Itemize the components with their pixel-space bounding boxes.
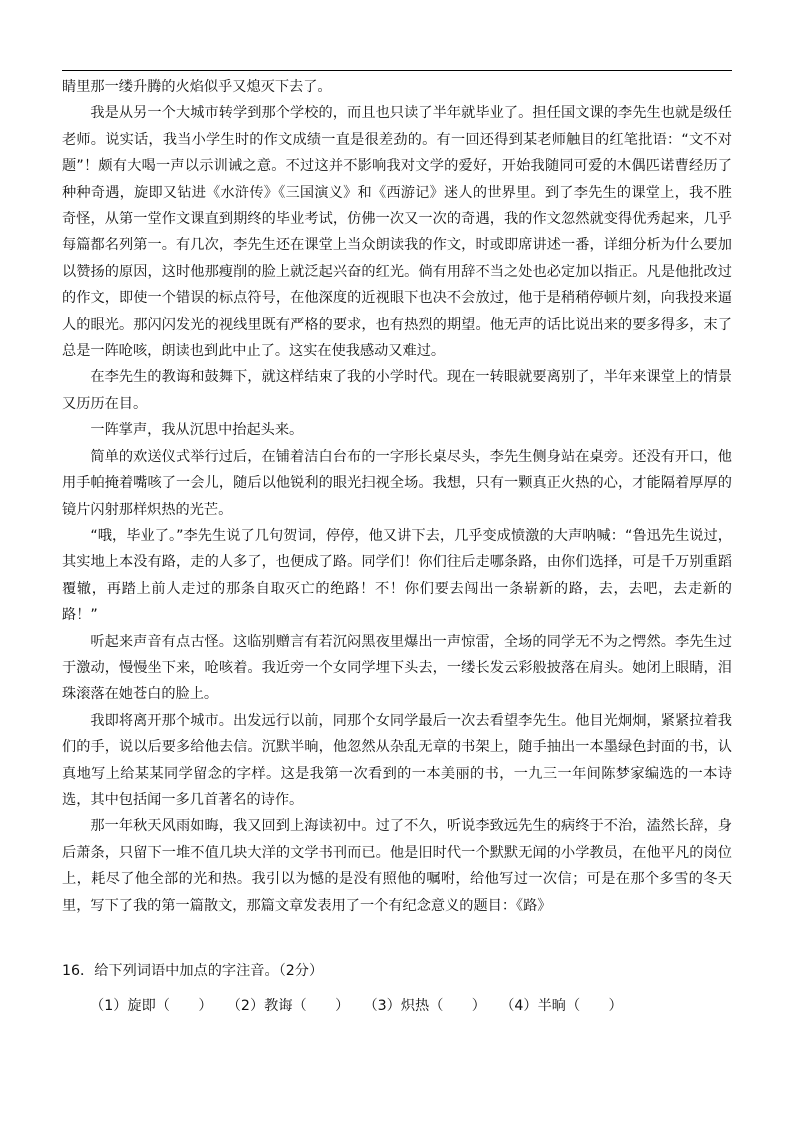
question-item-4: （4）半晌（ ） xyxy=(500,998,623,1015)
paragraph-6: “哦，毕业了。”李先生说了几句贺词，停停，他又讲下去，几乎变成愤激的大声呐喊：“鲁迅先生说过，其实地上本没有路，走的人多了，也便成了路。同学们！你们往后走哪条路，由你们选择，可是千万别重蹈覆辙，再踏上前人走过的那条自取灭亡的绝路！不！你们要去闯出一条崭新的路，去，去吧，去走新的路！” xyxy=(62,527,732,624)
paragraph-4: 一阵掌声，我从沉思中抬起头来。 xyxy=(90,422,304,439)
paragraph-8: 我即将离开那个城市。出发远行以前，同那个女同学最后一次去看望李先生。他目光炯炯，紧紧拉着我们的手，说以后要多给他去信。沉默半晌，他忽然从杂乱无章的书架上，随手抽出一本墨绿色封面的书，认真地写上给某某同学留念的字样。这是我第一次看到的一本美丽的书，一九三一年间陈梦家编选的一本诗选，其中包括闻一多几首著名的诗作。 xyxy=(62,712,732,808)
question-items xyxy=(90,993,732,1019)
question-item-2: （2）教诲（ ） xyxy=(226,998,350,1015)
paragraph-2: 我是从另一个大城市转学到那个学校的，而且也只读了半年就毕业了。担任国文课的李先生也就是级任老师。说实话，我当小学生时的作文成绩一直是很差劲的。有一回还得到某老师触目的红笔批语：“文不对题”！颇有大喝一声以示训诫之意。不过这并不影响我对文学的爱好，开始我随同可爱的木偶匹诺曹经历了种种奇遇，旋即又钻进《水浒传》《三国演义》和《西游记》迷人的世界里。到了李先生的课堂上，我不胜奇怪，从第一堂作文课直到期终的毕业考试，仿佛一次又一次的奇遇，我的作文忽然就变得优秀起来，几乎每篇都名列第一。有几次，李先生还在课堂上当众朗读我的作文，时或即席讲述一番，详细分析为什么要加以赞扬的原因，这时他那瘦削的脸上就泛起兴奋的红光。倘有用辞不当之处也必定加以指正。凡是他批改过的作文，即使一个错误的标点符号，在他深度的近视眼下也决不会放过，他于是稍稍停顿片刻，向我投来逼人的眼光。那闪闪发光的视线里既有严格的要求，也有热烈的期望。他无声的话比说出来的要多得多，末了总是一阵呛咳，朗读也到此中止了。这实在使我感动又难过。 xyxy=(62,105,732,360)
paragraph-3: 在李先生的教诲和鼓舞下，就这样结束了我的小学时代。现在一转眼就要离别了，半年来课堂上的情景又历历在目。 xyxy=(62,369,732,412)
paragraph-1: 睛里那一缕升腾的火焰似乎又熄灭下去了。 xyxy=(62,79,332,95)
paragraph-9: 那一年秋天风雨如晦，我又回到上海读初中。过了不久，听说李致远先生的病终于不治，溘然长辞，身后萧条，只留下一堆不值几块大洋的文学书刊而已。他是旧时代一个默默无闻的小学教员，在他平凡的岗位上，耗尽了他全部的光和热。我引以为憾的是没有照他的嘱咐，给他写过一次信；可是在那个多雪的冬天里，写下了我的第一篇散文，那篇文章发表用了一个有纪念意义的题目：《路》 xyxy=(62,818,732,914)
header-rule xyxy=(62,70,732,71)
question-item-3: （3）炽热（ ） xyxy=(363,998,486,1015)
question-title: 16．给下列词语中加点的字注音。（2分） xyxy=(62,963,324,979)
question-16 xyxy=(62,958,732,1020)
paragraph-7: 听起来声音有点古怪。这临别赠言有若沉闷黑夜里爆出一声惊雷，全场的同学无不为之愕然。李先生过于激动，慢慢坐下来，呛咳着。我近旁一个女同学埋下头去，一缕长发云彩般披落在肩头。她闭上眼睛，泪珠滚落在她苍白的脸上。 xyxy=(62,633,732,703)
question-item-1: （1）旋即（ ） xyxy=(90,998,213,1015)
article-body xyxy=(62,74,732,919)
paragraph-5: 简单的欢送仪式举行过后，在铺着洁白台布的一字形长桌尽头，李先生侧身站在桌旁。还没有开口，他用手帕掩着嘴咳了一会儿，随后以他锐利的眼光扫视全场。我想，只有一颗真正火热的心，才能隔着厚厚的镜片闪射那样炽热的光芒。 xyxy=(62,448,732,518)
